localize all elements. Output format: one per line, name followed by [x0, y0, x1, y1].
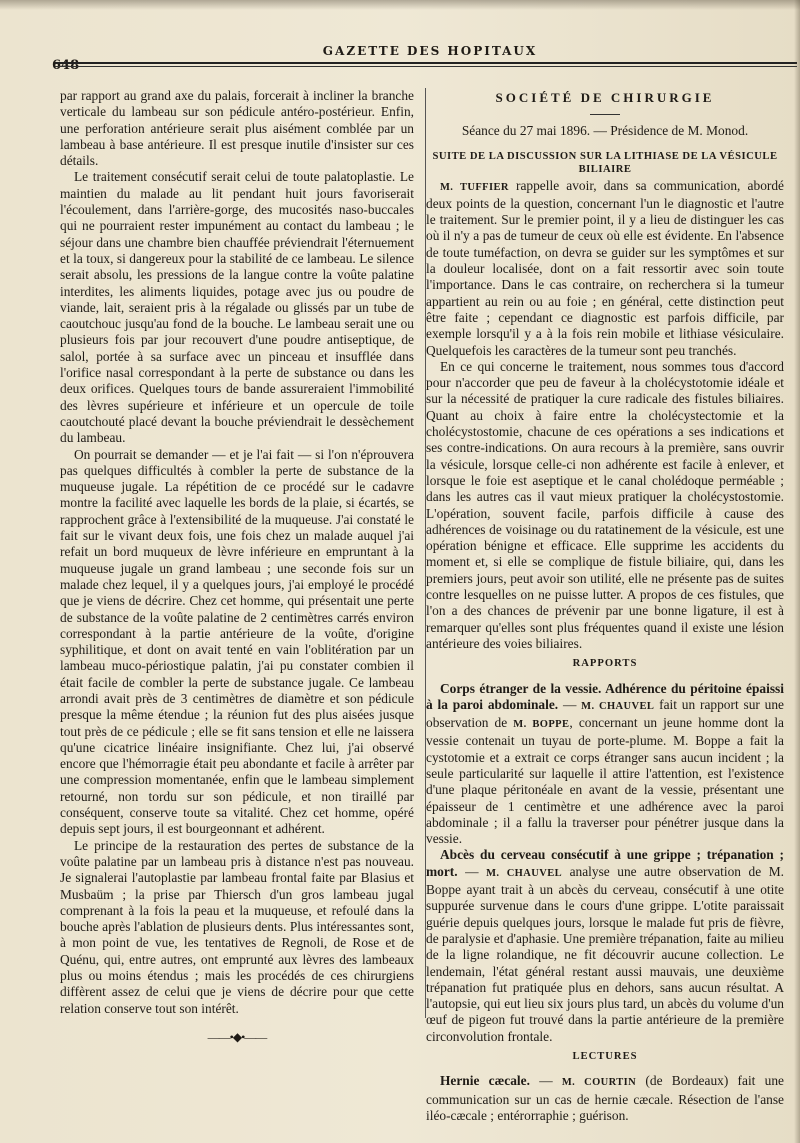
left-paragraph-4: Le principe de la restauration des pertes de substance de la voûte palatine par un lambeau pris à distance n'est pas nouveau. Je signalerai l'autoplastie par lambeau frontal faite par Blasius et Musbaüm ; la prise par Thiersch d'un gros lambeau jugal comprenant à la fois la peau et la muqueuse, et refoulé dans la bouche après l'ablation de plusieurs dents. Plus intéressantes sont, à mon point de vue, les tentatives de Regnoli, de Rose et de Quénu, qui, entre autres, ont emprunté aux lèvres des lambeaux plus ou moins étendus ; mais les procédés de ces chirurgiens diffèrent assez de celui que je viens de décrire pour que cette relation conserve tout son intérêt. [60, 837, 414, 1016]
lectures-heading: LECTURES [572, 1051, 638, 1063]
header-rule-thin [55, 66, 797, 67]
section-heading: SUITE DE LA DISCUSSION SUR LA LITHIASE DE LA VÉSICULE BILIAIRE [432, 150, 778, 175]
header-rule [55, 62, 797, 64]
left-paragraph-3: On pourrait se demander — et je l'ai fait — si l'on n'éprouvera pas quelques difficultés à combler la perte de substance de la muqueuse jugale. La répétition de ce procédé sur le cadavre montre la facilité avec laquelle les bords de la plaie, si écartés, se rapprochent grâce à l'extensibilité de la muqueuse. J'ai constaté le fait sur le vivant deux fois, une fois chez un malade auquel j'ai refait un bord muqueux de lèvre inférieure en empruntant à la muqueuse jugale un grand lambeau ; une seconde fois sur un malade chez lequel, il y a quelques jours, j'ai employé le procédé que je viens de décrire. Chez cet homme, qui présentait une perte de substance de la voûte palatine de 2 centimètres carrés environ correspondant à la partie antérieure de la voûte, d'origine syphilitique, et dont on avait tenté en vain l'oblitération par un lambeau muco-périostique palatin, j'ai pu constater combien il était facile de combler la perte de substance jugale. Ce lambeau arrondi avait près de 3 centimètres de diamètre et son pédicule presque la même étendue ; la réunion fut des plus aisées jusque tout près de ce pédicule ; elle se fit sans tension et elle ne laissera qu'une cicatrice linéaire insignifiante. Chez lui, j'ai observé encore que l'hémorragie était peu abondante et facile à arrêter par une compression momentanée, enfin que le lambeau simplement retourné, non tordu sur son pédicule, et non tiraillé par conséquent, conserve toute sa vitalité. Chez cet homme, opéré depuis sept jours, il est bourgeonnant et adhérent. [60, 446, 414, 837]
rapport-1-title: Corps étranger de la vessie. Adhérence du péritoine épaissi à la paroi abdominale. [426, 680, 784, 712]
rapport-1-text-a: fait un rapport sur une observation de [426, 696, 784, 731]
rapport-1-dash: — [558, 696, 582, 712]
rapport-2-title: Abcès du cerveau consécutif à une grippe ; trépanation ; mort. [426, 847, 784, 879]
tuffier-paragraph-2: En ce qui concerne le traitement, nous sommes tous d'accord pour n'accorder que peu de faveur à la cholécystotomie idéale et sur la nécessité de pratiquer la cure radicale des fistules biliaires. Quant au choix à faire entre la cholécystectomie et la cholécystostomie, chacune de ces opérations a ses indications et ses contre-indications. On aura recours à la première, sans ouvrir la vésicule, lorsque celle-ci non adhérente est facile à enlever, et lorsque le foie est aseptique et le canal cholédoque perméable ; dans les autres cas il vaut mieux pratiquer la cholécystostomie. L'opération, souvent facile, parfois difficile à cause des adhérences de voisinage ou du ratatinement de la vésicule, est une opération bénigne et efficace. Elle supprime les accidents du moment et, si elle se complique de fistule biliaire, qui, dans les premiers jours, peut avoir son utilité, elle ne présente pas de suites contre lesquelles on ne puisse lutter. A propos de ces fistules, que l'on a des chances de prévenir par une bonne ligature, il est à remarquer qu'elles sont plus fréquentes quand il existe une lésion antérieure des voies biliaires. [426, 358, 784, 651]
left-column [60, 88, 414, 1045]
scan-edge-shadow [794, 0, 800, 1143]
rapport-1-reporter: M. CHAUVEL [581, 700, 655, 712]
lecture-1-text: (de Bordeaux) fait une communication sur un cas de hernie cæcale. Résection de l'anse iléo-cæcale ; entérorraphie ; guérison. [426, 1073, 784, 1123]
rapports-heading: RAPPORTS [572, 658, 638, 670]
rapport-2-reporter: M. CHAUVEL [486, 867, 563, 879]
left-paragraph-2: Le traitement consécutif serait celui de toute palatoplastie. Le maintien du malade au lit pendant huit jours favoriserait l'écoulement, dans l'arrière-gorge, des mucosités naso-buccales qui ne pourraient rester impunément au contact du lambeau ; le séjour dans une chambre bien chauffée préviendrait l'éternuement et la toux, si dangereux pour la stabilité de ce lambeau. Le silence serait absolu, les pressions de la langue contre la voûte palatine interdites, les aliments liquides, potage avec jus ou poudre de viande, lait, seraient pris à la régalade ou glissés par un tube de caoutchouc jusqu'au fond de la bouche. Le lambeau serait une ou plusieurs fois par jour recouvert d'une poudre antiseptique, de salol, portée à sa surface avec un pinceau et insufflée dans l'orifice nasal correspondant à la perte de substance ou dans les deux orifices. Quelques tours de bande assureraient l'immobilité des lèvres supérieure et inférieure et un opercule de toile caoutchouté placé devant la bouche préviendrait le dessèchement du lambeau. [60, 169, 414, 446]
lecture-1-title: Hernie cæcale. [440, 1073, 530, 1089]
session-line: Séance du 27 mai 1896. — Présidence de M. Monod. [461, 123, 749, 139]
left-paragraph-1: par rapport au grand axe du palais, forcerait à incliner la branche verticale du lambeau sur son pédicule antéro-postérieur. Enfin, une perforation antérieure serait plus aisément comblée par un lambeau à base antérieure. Il est presque inutile d'insister sur ces détails. [60, 88, 414, 169]
rapport-1 [426, 681, 784, 848]
society-title: SOCIÉTÉ DE CHIRURGIE [495, 90, 715, 105]
lecture-1 [426, 1073, 784, 1124]
end-ornament: ——•◆•—— [207, 1029, 267, 1044]
rapport-1-text-b: , concernant un jeune homme dont la vessie contenait un tuyau de porte-plume. M. Boppe a fait la cystotomie et a extrait ce corps étranger sans aucun incident ; la seule particularité sur laquelle il attire l'attention, est l'existence d'une plaque péritonéale en avant de la vessie, présentant une épaisseur de 1 centimètre et une adhérence avec la paroi abdominale ; il a fallu la traverser pour pénétrer jusque dans la vessie. [426, 715, 784, 847]
tuffier-paragraph-1 [426, 178, 784, 359]
rapport-2-text: analyse une autre observation de M. Boppe ayant trait à un abcès du cerveau, consécutif à une otite suppurée survenue dans le cours d'une grippe. L'otite paraissait guérie depuis quelques jours, lorsque le malade fut pris de fièvre, de paralysie et d'aphasie. Une première trépanation, faite au milieu de la ligne rolandique, ne fit découvrir aucune collection. Le lendemain, l'état général restant aussi mauvais, une deuxième trépanation fut pratiquée plus en dehors, sans aucun résultat. A l'autopsie, qui eut lieu six jours plus tard, un abcès du volume d'un œuf de pigeon fut trouvé dans la partie antérieure de la première circonvolution frontale. [426, 863, 784, 1044]
lecture-1-author: M. COURTIN [561, 1077, 637, 1089]
speaker-name: M. TUFFIER [440, 181, 509, 193]
rapport-1-author: M. BOPPE [513, 719, 570, 731]
right-column [426, 88, 784, 1124]
rapport-2-dash: — [457, 863, 487, 879]
rapport-2 [426, 847, 784, 1045]
page-number: 648 [52, 58, 80, 73]
tuffier-text-1: rappelle avoir, dans sa communication, abordé deux points de la question, concernant l'un le diagnostic et l'autre le traitement. Sur le premier point, il y a lieu de distinguer les cas où il n'y a pas de tumeur de ceux où elle est évidente. En l'absence de toute tuméfaction, on devra se guider sur les symptômes et sur la douleur localisée, dont on a fait ressortir avec soin toute l'importance. Dans le cas contraire, on recherchera si la tumeur appartient au rein ou au foie ; en général, cette distinction peut être faite ; cependant ce diagnostic est parfois difficile, par exemple lorsqu'il y a à la fois rein mobile et lithiase vésiculaire. Quelquefois les caractères de la tumeur sont peu tranchés. [426, 177, 784, 358]
lecture-1-dash: — [529, 1073, 562, 1089]
title-rule [590, 114, 620, 115]
running-head: GAZETTE DES HOPITAUX [322, 44, 538, 58]
scan-shadow-top [0, 0, 800, 10]
